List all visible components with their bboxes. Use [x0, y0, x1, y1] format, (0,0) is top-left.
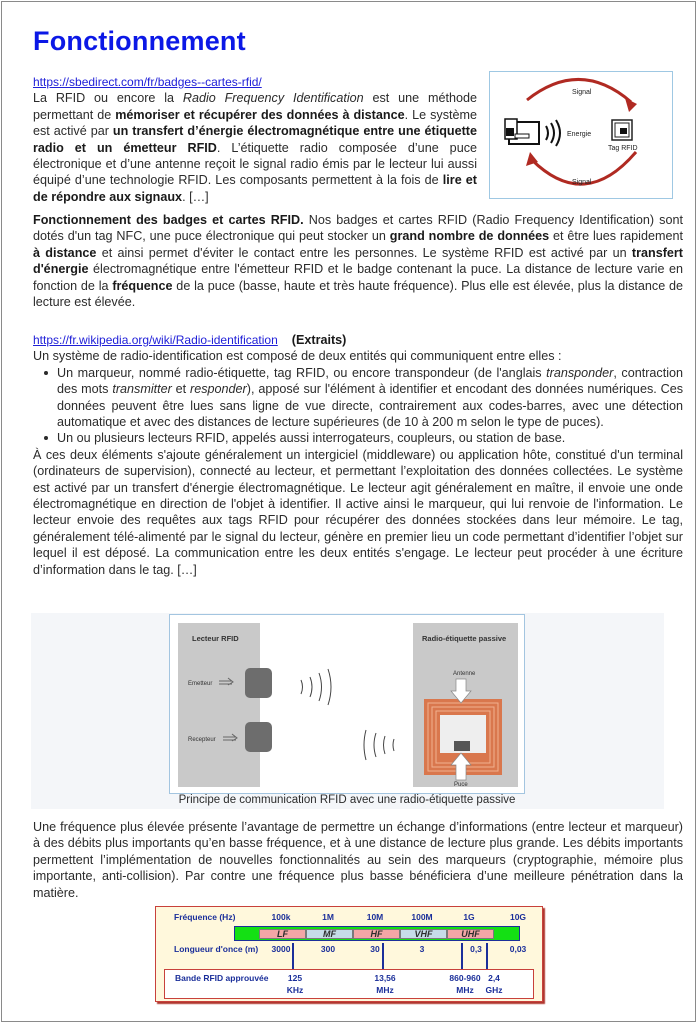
- section-sbedirect: [33, 74, 477, 205]
- chip-icon: [454, 741, 470, 751]
- marker-line: [292, 943, 294, 969]
- wave-tick: 30: [370, 944, 380, 954]
- rfid-band-value: 860-960: [449, 973, 481, 983]
- document-page: [1, 1, 696, 1022]
- list-item-marqueur: [33, 365, 683, 431]
- text-italic: Radio Frequency Identification: [182, 91, 364, 106]
- figure-caption: Principe de communication RFID avec une radio-étiquette passive: [178, 794, 516, 806]
- wiki-intro: Un système de radio-identification est composé de deux entités qui communiquent entre elles :: [33, 349, 562, 364]
- marker-line: [486, 943, 488, 969]
- text-bold: à distance: [33, 245, 97, 260]
- rfid-communication-diagram: [170, 615, 526, 795]
- receiver-block: [245, 722, 272, 752]
- emitter-block: [245, 668, 272, 698]
- rfid-band-box: [164, 969, 534, 999]
- band-hf: HF: [353, 929, 400, 939]
- svg-text:Tag RFID: Tag RFID: [608, 145, 638, 152]
- freq-tick: 100M: [411, 912, 433, 922]
- svg-text:Puce: Puce: [454, 782, 468, 788]
- rfid-band-value: 125: [287, 973, 303, 983]
- band-uhf: UHF: [447, 929, 494, 939]
- text: est une méthode permettant de: [33, 91, 477, 122]
- text-bold: mémoriser et récupérer des données à distance: [115, 107, 405, 122]
- text: La RFID ou encore la: [33, 91, 183, 106]
- svg-text:Antenne: Antenne: [453, 671, 476, 677]
- frequency-paragraph: Une fréquence plus élevée présente l’avantage de permettre un échange d’informations (entre lecteur et marqueur) à des débits plus importants qu’en basse fréquence, et à une distance de lecture plus grande. Les débits importants permettent l’implémentation de nouvelles fonctionnalités au sein des marqueurs (cryptographie, mémoire plus importante, anti-collision). Par contre une fréquence plus basse bénéficiera d’une meilleure pénétration dans la matière.: [33, 820, 683, 900]
- text: Nos badges et cartes RFID (Radio Frequency Identification) sont dotés d'un tag NFC, une puce électronique qui peut stocker un: [33, 213, 683, 244]
- svg-text:Emetteur: Emetteur: [188, 681, 213, 687]
- text-bold: un transfert d’énergie électromagnétique entre une étiquette radio et un émetteur RFID: [33, 124, 477, 155]
- rfid-band-label: Bande RFID approuvée: [175, 973, 269, 983]
- text: de la puce (basse, haute et très haute fréquence). Plus elle est élevée, plus la distance de lecture est élevée.: [33, 278, 684, 310]
- text-italic: transponder: [546, 365, 614, 380]
- svg-text:Energie: Energie: [567, 131, 592, 138]
- band-vhf: VHF: [400, 929, 447, 939]
- rfid-band-unit: MHz: [456, 985, 474, 995]
- section-frequency: [33, 819, 683, 901]
- text: et ainsi permet d'éviter le contact entre les personnes. Le système RFID est activé par un: [96, 245, 632, 260]
- extraits-label: (Extraits): [291, 333, 347, 347]
- text-italic: responder: [190, 382, 247, 397]
- svg-text:Recepteur: Recepteur: [188, 737, 216, 743]
- text: et: [171, 382, 191, 397]
- wave-tick: 3: [419, 944, 425, 954]
- rfid-cycle-figure: [489, 71, 673, 199]
- marker-line: [461, 943, 463, 969]
- wave-tick: 0,3: [470, 944, 482, 954]
- text-bold: transfert d'énergie: [33, 245, 683, 277]
- page-title: Fonctionnement: [33, 26, 246, 56]
- freq-tick: 10M: [366, 912, 384, 922]
- text: et être lues rapidement: [549, 229, 683, 244]
- rfid-tag-icon: [612, 120, 632, 140]
- badges-paragraph-block: [33, 212, 683, 310]
- energy-waves-icon: [546, 120, 560, 146]
- text: Un marqueur, nommé radio-étiquette, tag RFID, ou encore transpondeur (de l'anglais: [57, 365, 547, 380]
- list-item-lecteurs: Un ou plusieurs lecteurs RFID, appelés aussi interrogateurs, coupleurs, ou station de base.: [33, 430, 683, 446]
- frequency-axis-label: Fréquence (Hz): [174, 912, 236, 922]
- text: . L’étiquette radio composée d’une puce électronique et d’une antenne reçoit le signal radio émis par le lecteur lui aussi équipé d’une technologie RFID. Les composants permettent à la fois de: [33, 140, 477, 188]
- wave-tick: 3000: [271, 944, 291, 954]
- sbedirect-link[interactable]: https://sbedirect.com/fr/badges--cartes-rfid/: [33, 75, 262, 89]
- text-bold: Fonctionnement des badges et cartes RFID.: [33, 213, 304, 227]
- reader-panel: [178, 623, 260, 787]
- band-lf: LF: [259, 929, 306, 939]
- text-bold: lire et de répondre aux signaux: [33, 173, 477, 204]
- rfid-communication-figure: [169, 614, 525, 794]
- rfid-band-value: 2,4: [488, 973, 500, 983]
- text: . Le système est activé par: [33, 107, 477, 139]
- rfid-band-unit: MHz: [376, 985, 394, 995]
- text-bold: fréquence: [112, 278, 173, 293]
- marker-line: [382, 943, 384, 969]
- entities-list: [33, 365, 683, 447]
- svg-text:Signal: Signal: [572, 89, 592, 96]
- rfid-band-value: 13,56: [374, 973, 396, 983]
- svg-text:Radio-étiquette passive: Radio-étiquette passive: [422, 634, 507, 643]
- rfid-band-unit: KHz: [286, 985, 304, 995]
- freq-tick: 1M: [322, 912, 334, 922]
- band-mf: MF: [306, 929, 353, 939]
- rfid-band-unit: GHz: [485, 985, 503, 995]
- text: électromagnétique entre l'émetteur RFID et le badge contenant la puce. La distance de lecture varie en fonction de la: [33, 262, 683, 293]
- section-wikipedia: [33, 332, 683, 578]
- wave-tick: 300: [320, 944, 336, 954]
- text: ), apposé sur l'élément à identifier et encodant des données numériques. Ces données peuvent être lues sans ligne de vue directe, contrairement aux codes-barres, avec une détection automatique et avec des distances de lecture supérieures (de 10 à 200 m selon le type de puces).: [57, 382, 683, 430]
- text-italic: transmitter: [112, 382, 172, 397]
- svg-text:Lecteur RFID: Lecteur RFID: [192, 634, 239, 643]
- frequency-spectrum-figure: [155, 906, 543, 1002]
- incoming-waves-icon: [364, 730, 394, 760]
- spectrum-bar: [234, 926, 520, 941]
- rfid-intro-paragraph: [33, 90, 477, 205]
- text: , contraction des mots: [57, 365, 683, 397]
- freq-tick: 1G: [463, 912, 475, 922]
- rfid-cycle-diagram: [490, 72, 674, 200]
- freq-tick: 10G: [509, 912, 527, 922]
- wave-tick: 0,03: [509, 944, 527, 954]
- text: . […]: [182, 189, 209, 204]
- outgoing-waves-icon: [301, 669, 331, 705]
- badges-paragraph: [33, 212, 683, 310]
- svg-text:Signal: Signal: [572, 179, 592, 186]
- reader-hand-icon: [505, 119, 539, 144]
- middleware-paragraph: À ces deux éléments s'ajoute généralement un intergiciel (middleware) ou application hôte, constitué d'un terminal (ordinateurs de supervision), connecté au lecteur, et permettant l’exploitation des données collectées. Le système est activé par un transfert d'énergie électromagnétique. Le lecteur agit généralement en maître, il envoie une onde électromagnétique en direction de l'objet à identifier. Il active ainsi le marqueur, qui lui renvoie de l'information. Le lecteur envoie des requêtes aux tags RFID pour récupérer des données stockées dans leur mémoire. Le tag, généralement télé-alimenté par le signal du lecteur, génère en premier lieu un code permettant d’identifier l’objet sur lequel il est déposé. La communication entre les deux entités s'engage. Le lecteur peut procéder à une écriture d’information dans le tag. […]: [33, 447, 683, 577]
- freq-tick: 100k: [271, 912, 291, 922]
- wikipedia-link[interactable]: https://fr.wikipedia.org/wiki/Radio-identification: [33, 333, 278, 347]
- wavelength-axis-label: Longueur d'once (m): [174, 944, 259, 954]
- text-bold: grand nombre de données: [389, 229, 550, 244]
